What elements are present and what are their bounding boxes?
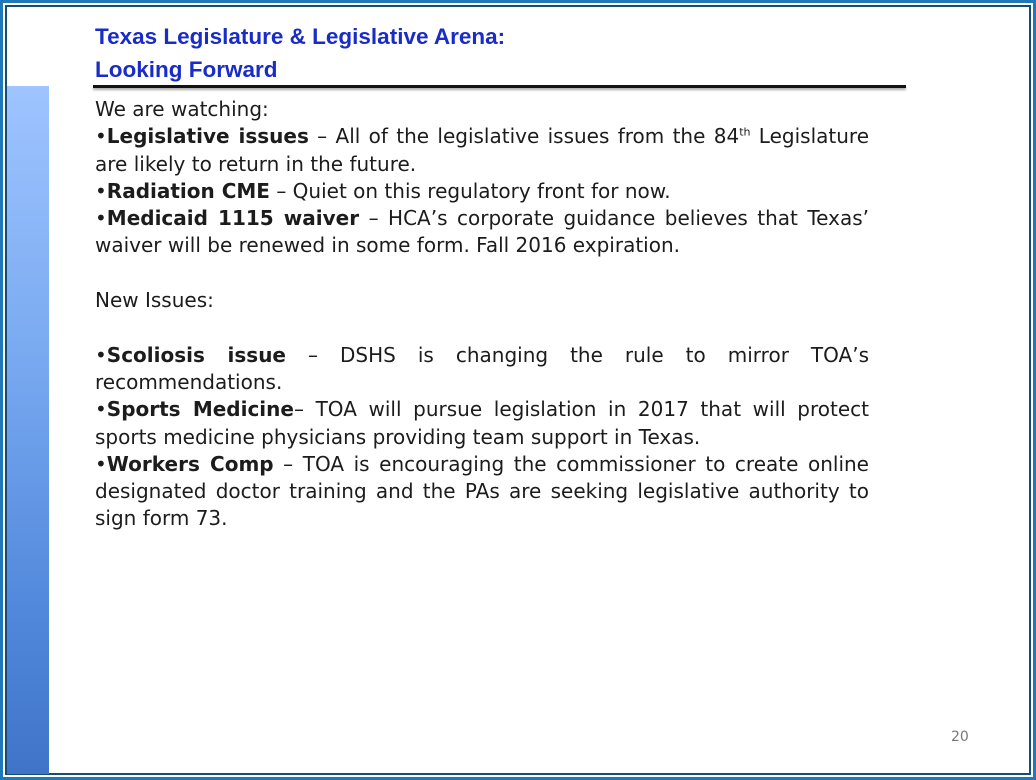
ordinal-suffix: th: [739, 125, 751, 139]
bullet-marker: •: [95, 342, 107, 367]
bullet-term: Workers Comp: [106, 451, 274, 476]
slide-title-line-2: Looking Forward: [95, 57, 278, 82]
bullet-radiation-cme: [95, 178, 869, 205]
bullet-text-continued: Legislature are likely to return in the future.: [95, 124, 869, 176]
bullet-text: – Quiet on this regulatory front for now.: [269, 178, 671, 203]
page-number: 20: [951, 729, 969, 745]
slide-title-line-1: Texas Legislature & Legislative Arena:: [95, 24, 506, 49]
bullet-term: Sports Medicine: [106, 397, 294, 422]
bullet-sports-medicine: [95, 396, 869, 451]
new-issues-heading: New Issues:: [95, 288, 214, 313]
left-accent-bar: [7, 86, 49, 774]
bullet-text: – DSHS is changing the rule to mirror TOA’s recommendations.: [95, 342, 869, 394]
bullet-text: – HCA’s corporate guidance believes that Texas’ waiver will be renewed in some form. Fall 2016 expiration.: [95, 206, 869, 258]
bullet-term: Radiation CME: [106, 178, 270, 203]
bullet-scoliosis-issue: [95, 342, 869, 397]
spacer: [95, 314, 869, 341]
bullet-workers-comp: [95, 451, 869, 533]
bullet-marker: •: [95, 124, 107, 149]
spacer: [95, 260, 869, 287]
bullet-marker: •: [95, 451, 107, 476]
bullet-term: Scoliosis issue: [106, 342, 286, 367]
title-divider: [93, 85, 906, 88]
watching-heading: We are watching:: [95, 97, 269, 121]
bullet-marker: •: [95, 178, 107, 203]
bullet-marker: •: [95, 206, 107, 231]
bullet-medicaid-waiver: [95, 205, 869, 260]
bullet-term: Legislative issues: [106, 124, 309, 149]
bullet-marker: •: [95, 397, 107, 422]
bullet-text: – TOA will pursue legislation in 2017 that will protect sports medicine physicians providing team support in Texas.: [95, 397, 870, 449]
bullet-term: Medicaid 1115 waiver: [106, 206, 360, 231]
bullet-text: – All of the legislative issues from the 84: [308, 124, 740, 149]
bullet-legislative-issues: [95, 123, 869, 178]
slide-title: [95, 20, 505, 86]
bullet-text: – TOA is encouraging the commissioner to create online designated doctor training and the PAs are seeking legislative authority to sign form 73.: [95, 451, 869, 531]
slide-body: [95, 96, 869, 533]
